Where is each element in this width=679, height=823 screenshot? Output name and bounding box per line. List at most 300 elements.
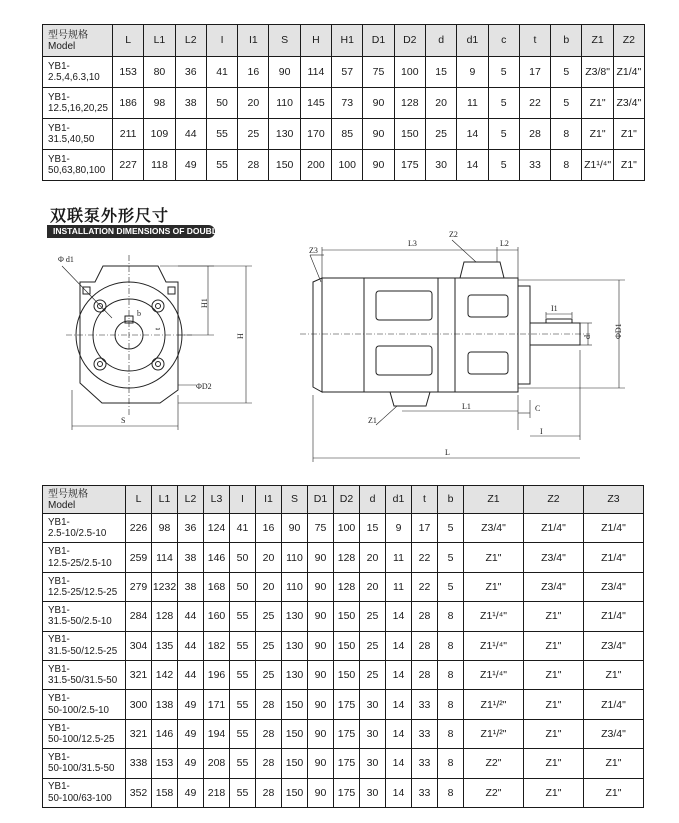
value-cell: 321 [126,660,152,689]
value-cell: 14 [386,719,412,748]
value-cell: Z1" [613,119,644,150]
column-header: D2 [334,486,360,514]
column-header: L [113,25,144,57]
table-row [43,778,644,807]
value-cell: 90 [308,719,334,748]
value-cell: 352 [126,778,152,807]
value-cell: 5 [488,57,519,88]
value-cell: 11 [386,543,412,572]
value-cell: 11 [457,88,488,119]
label-H: H [236,333,245,339]
value-cell: 15 [360,514,386,543]
value-cell: 90 [308,602,334,631]
value-cell: 211 [113,119,144,150]
value-cell: 22 [519,88,550,119]
value-cell: 208 [204,749,230,778]
value-cell: 130 [282,660,308,689]
value-cell: 28 [256,690,282,719]
value-cell: 41 [230,514,256,543]
value-cell: 118 [144,150,175,181]
value-cell: 20 [256,572,282,601]
column-header: Z3 [584,486,644,514]
column-header-model: 型号规格 Model [43,25,113,57]
section-title: 双联泵外形尺寸 [50,208,170,225]
value-cell: 114 [152,543,178,572]
value-cell: 100 [394,57,425,88]
value-cell: 90 [308,572,334,601]
column-header: t [519,25,550,57]
value-cell: Z3/8" [582,57,613,88]
column-header: d1 [457,25,488,57]
value-cell: Z3/4" [584,572,644,601]
outlet-port-z2 [460,262,504,278]
value-cell: 28 [238,150,269,181]
value-cell: 85 [332,119,363,150]
value-cell: 8 [438,660,464,689]
column-header: H1 [332,25,363,57]
value-cell: 138 [152,690,178,719]
column-header: Z1 [582,25,613,57]
column-header: I1 [238,25,269,57]
value-cell: 5 [551,57,582,88]
label-I1: I1 [551,304,558,313]
value-cell: 17 [519,57,550,88]
value-cell: 38 [178,572,204,601]
column-header: D2 [394,25,425,57]
corner-pad-1 [83,287,90,294]
value-cell: Z1/4" [524,514,584,543]
value-cell: 114 [300,57,331,88]
single-pump-dimension-table [42,24,645,181]
value-cell: 90 [308,660,334,689]
value-cell: Z3/4" [524,543,584,572]
value-cell: Z3/4" [464,514,524,543]
value-cell: Z3/4" [613,88,644,119]
label-t: t [153,327,162,330]
value-cell: 175 [334,719,360,748]
value-cell: 110 [282,543,308,572]
value-cell: Z1/4" [584,514,644,543]
value-cell: 90 [363,119,394,150]
value-cell: 5 [488,119,519,150]
value-cell: 20 [256,543,282,572]
value-cell: Z3/4" [584,631,644,660]
value-cell: 196 [204,660,230,689]
table-row [43,749,644,778]
value-cell: 25 [360,602,386,631]
model-cell: YB1- 12.5-25/12.5-25 [43,572,126,601]
column-header: L3 [204,486,230,514]
value-cell: 304 [126,631,152,660]
value-cell: 8 [551,150,582,181]
label-b: b [137,309,141,318]
table-row [43,150,645,181]
value-cell: 55 [230,602,256,631]
model-cell: YB1- 31.5-50/31.5-50 [43,660,126,689]
value-cell: 130 [282,602,308,631]
value-cell: 124 [204,514,230,543]
value-cell: 150 [282,778,308,807]
value-cell: 16 [238,57,269,88]
value-cell: Z1¹/⁴" [464,660,524,689]
value-cell: 160 [204,602,230,631]
column-header: Z2 [524,486,584,514]
label-Z1: Z1 [368,416,377,425]
value-cell: Z2" [464,778,524,807]
value-cell: Z1/4" [613,57,644,88]
value-cell: Z1/4" [584,602,644,631]
inlet-port-z1 [390,392,430,406]
value-cell: 5 [438,543,464,572]
mount-hole-2 [152,300,164,312]
value-cell: Z1" [524,602,584,631]
value-cell: 109 [144,119,175,150]
value-cell: 28 [256,778,282,807]
value-cell: 182 [204,631,230,660]
value-cell: 90 [308,543,334,572]
value-cell: 25 [360,631,386,660]
table-row [43,690,644,719]
label-C: C [535,404,541,413]
table-row [43,660,644,689]
value-cell: 8 [438,602,464,631]
value-cell: 55 [230,778,256,807]
value-cell: 145 [300,88,331,119]
value-cell: 321 [126,719,152,748]
side-window-top [376,291,432,320]
side-dimension-lines [310,240,625,462]
value-cell: 158 [152,778,178,807]
value-cell: 130 [282,631,308,660]
value-cell: 194 [204,719,230,748]
value-cell: 49 [178,778,204,807]
value-cell: 150 [282,719,308,748]
column-header-model: 型号规格 Model [43,486,126,514]
value-cell: 33 [412,690,438,719]
value-cell: 20 [425,88,456,119]
section-subtitle-banner: INSTALLATION DIMENSIONS OF DOUBLE PUMP [47,225,215,238]
column-header: L2 [178,486,204,514]
column-header: S [269,25,300,57]
value-cell: 55 [230,719,256,748]
value-cell: 153 [152,749,178,778]
value-cell: 9 [386,514,412,543]
value-cell: 90 [308,631,334,660]
value-cell: 153 [113,57,144,88]
value-cell: 142 [152,660,178,689]
value-cell: 30 [360,749,386,778]
value-cell: 150 [282,749,308,778]
table-row [43,88,645,119]
value-cell: 150 [282,690,308,719]
value-cell: Z1" [613,150,644,181]
table-row [43,719,644,748]
value-cell: 49 [178,690,204,719]
value-cell: 98 [144,88,175,119]
value-cell: 49 [178,719,204,748]
value-cell: 90 [308,690,334,719]
table-row [43,631,644,660]
value-cell: 8 [438,749,464,778]
column-header: H [300,25,331,57]
value-cell: 5 [488,88,519,119]
value-cell: 33 [412,749,438,778]
value-cell: 11 [386,572,412,601]
value-cell: 30 [360,719,386,748]
value-cell: 150 [269,150,300,181]
value-cell: 30 [360,778,386,807]
value-cell: 22 [412,543,438,572]
value-cell: 33 [519,150,550,181]
column-header: d1 [386,486,412,514]
model-cell: YB1- 12.5,16,20,25 [43,88,113,119]
model-cell: YB1- 31.5,40,50 [43,119,113,150]
column-header: L1 [144,25,175,57]
column-header: I [230,486,256,514]
value-cell: Z1/4" [584,543,644,572]
value-cell: 49 [175,150,206,181]
value-cell: 110 [269,88,300,119]
value-cell: 33 [412,719,438,748]
column-header: b [438,486,464,514]
value-cell: 338 [126,749,152,778]
double-pump-dimension-table [42,485,644,808]
corner-pad-2 [168,287,175,294]
value-cell: 44 [178,631,204,660]
value-cell: 25 [256,660,282,689]
value-cell: 8 [551,119,582,150]
value-cell: 175 [334,778,360,807]
value-cell: 55 [230,749,256,778]
model-cell: YB1- 50-100/63-100 [43,778,126,807]
column-header: I1 [256,486,282,514]
value-cell: 55 [230,690,256,719]
value-cell: Z1" [584,660,644,689]
value-cell: 44 [178,660,204,689]
value-cell: 14 [457,119,488,150]
value-cell: 100 [332,150,363,181]
value-cell: 150 [394,119,425,150]
value-cell: 90 [308,778,334,807]
value-cell: 9 [457,57,488,88]
model-cell: YB1- 12.5-25/2.5-10 [43,543,126,572]
table-row [43,572,644,601]
value-cell: 279 [126,572,152,601]
label-L3: L3 [408,239,417,248]
value-cell: Z1¹/⁴" [464,631,524,660]
value-cell: 8 [438,631,464,660]
value-cell: Z1/4" [584,690,644,719]
value-cell: 57 [332,57,363,88]
value-cell: Z1¹/²" [464,719,524,748]
value-cell: 90 [269,57,300,88]
value-cell: Z1¹/²" [464,690,524,719]
column-header: d [425,25,456,57]
value-cell: 14 [386,749,412,778]
value-cell: 25 [360,660,386,689]
value-cell: 14 [457,150,488,181]
table-row [43,602,644,631]
value-cell: 175 [334,690,360,719]
column-header: L [126,486,152,514]
value-cell: 41 [206,57,237,88]
value-cell: 226 [126,514,152,543]
value-cell: 25 [425,119,456,150]
value-cell: Z1" [524,719,584,748]
column-header: d [360,486,386,514]
value-cell: 227 [113,150,144,181]
value-cell: 150 [334,660,360,689]
value-cell: 98 [152,514,178,543]
value-cell: 171 [204,690,230,719]
value-cell: 14 [386,690,412,719]
value-cell: 128 [394,88,425,119]
mount-hole-3 [94,358,106,370]
value-cell: Z1" [584,778,644,807]
value-cell: Z1" [524,778,584,807]
label-d1: Φ d1 [58,255,74,264]
value-cell: Z3/4" [584,719,644,748]
value-cell: Z1" [582,88,613,119]
value-cell: 90 [308,749,334,778]
value-cell: 14 [386,602,412,631]
column-header: L2 [175,25,206,57]
value-cell: 50 [206,88,237,119]
label-L2: L2 [500,239,509,248]
side-flange [518,286,530,384]
value-cell: Z1" [524,660,584,689]
model-cell: YB1- 50,63,80,100 [43,150,113,181]
value-cell: 55 [230,660,256,689]
value-cell: 36 [178,514,204,543]
value-cell: 14 [386,631,412,660]
value-cell: 146 [204,543,230,572]
value-cell: 75 [308,514,334,543]
value-cell: 128 [334,572,360,601]
value-cell: 5 [488,150,519,181]
mount-hole-4 [152,358,164,370]
value-cell: 135 [152,631,178,660]
value-cell: 175 [394,150,425,181]
value-cell: 5 [438,572,464,601]
value-cell: 5 [438,514,464,543]
value-cell: 186 [113,88,144,119]
table-header-row [43,486,644,514]
value-cell: 15 [425,57,456,88]
label-L: L [445,448,450,457]
value-cell: Z1" [524,631,584,660]
value-cell: 28 [256,749,282,778]
table-row [43,57,645,88]
value-cell: 38 [178,543,204,572]
value-cell: Z1" [524,749,584,778]
column-header: D1 [363,25,394,57]
shaft-key [546,319,572,323]
value-cell: 28 [519,119,550,150]
value-cell: 49 [178,749,204,778]
value-cell: Z1" [584,749,644,778]
value-cell: 300 [126,690,152,719]
value-cell: 200 [300,150,331,181]
value-cell: 20 [360,543,386,572]
value-cell: 14 [386,660,412,689]
value-cell: Z1¹/⁴" [582,150,613,181]
value-cell: 14 [386,778,412,807]
value-cell: Z1" [464,543,524,572]
side-end-cap [313,278,322,392]
value-cell: 20 [360,572,386,601]
label-S: S [121,416,126,425]
column-header: S [282,486,308,514]
value-cell: 90 [363,88,394,119]
value-cell: 5 [551,88,582,119]
value-cell: 30 [425,150,456,181]
model-cell: YB1- 50-100/2.5-10 [43,690,126,719]
value-cell: 55 [206,119,237,150]
value-cell: 44 [175,119,206,150]
table-header-row [43,25,645,57]
value-cell: 55 [206,150,237,181]
value-cell: 110 [282,572,308,601]
front-center-lines [66,255,192,415]
value-cell: 130 [269,119,300,150]
column-header: b [551,25,582,57]
model-cell: YB1- 2.5-10/2.5-10 [43,514,126,543]
label-Z2: Z2 [449,230,458,239]
table-row [43,119,645,150]
value-cell: 150 [334,631,360,660]
value-cell: 8 [438,778,464,807]
value-cell: Z1" [464,572,524,601]
value-cell: 218 [204,778,230,807]
column-header: c [488,25,519,57]
value-cell: 33 [412,778,438,807]
column-header: Z1 [464,486,524,514]
value-cell: 100 [334,514,360,543]
side-window-bottom [376,346,432,375]
value-cell: 1232 [152,572,178,601]
value-cell: 8 [438,719,464,748]
value-cell: 259 [126,543,152,572]
value-cell: 150 [334,602,360,631]
table-row [43,514,644,543]
column-header: I [206,25,237,57]
value-cell: 50 [230,572,256,601]
column-header: Z2 [613,25,644,57]
value-cell: 28 [412,660,438,689]
column-header: t [412,486,438,514]
label-L1: L1 [462,402,471,411]
value-cell: 44 [178,602,204,631]
value-cell: 17 [412,514,438,543]
value-cell: 25 [256,631,282,660]
value-cell: 75 [363,57,394,88]
value-cell: 22 [412,572,438,601]
value-cell: 55 [230,631,256,660]
value-cell: 90 [363,150,394,181]
value-cell: 168 [204,572,230,601]
column-header: D1 [308,486,334,514]
value-cell: Z1¹/⁴" [464,602,524,631]
label-H1: H1 [200,298,209,308]
label-I: I [540,427,543,436]
value-cell: 73 [332,88,363,119]
model-cell: YB1- 31.5-50/12.5-25 [43,631,126,660]
label-D2: ΦD2 [196,382,212,391]
value-cell: 8 [438,690,464,719]
model-cell: YB1- 50-100/12.5-25 [43,719,126,748]
column-header: L1 [152,486,178,514]
